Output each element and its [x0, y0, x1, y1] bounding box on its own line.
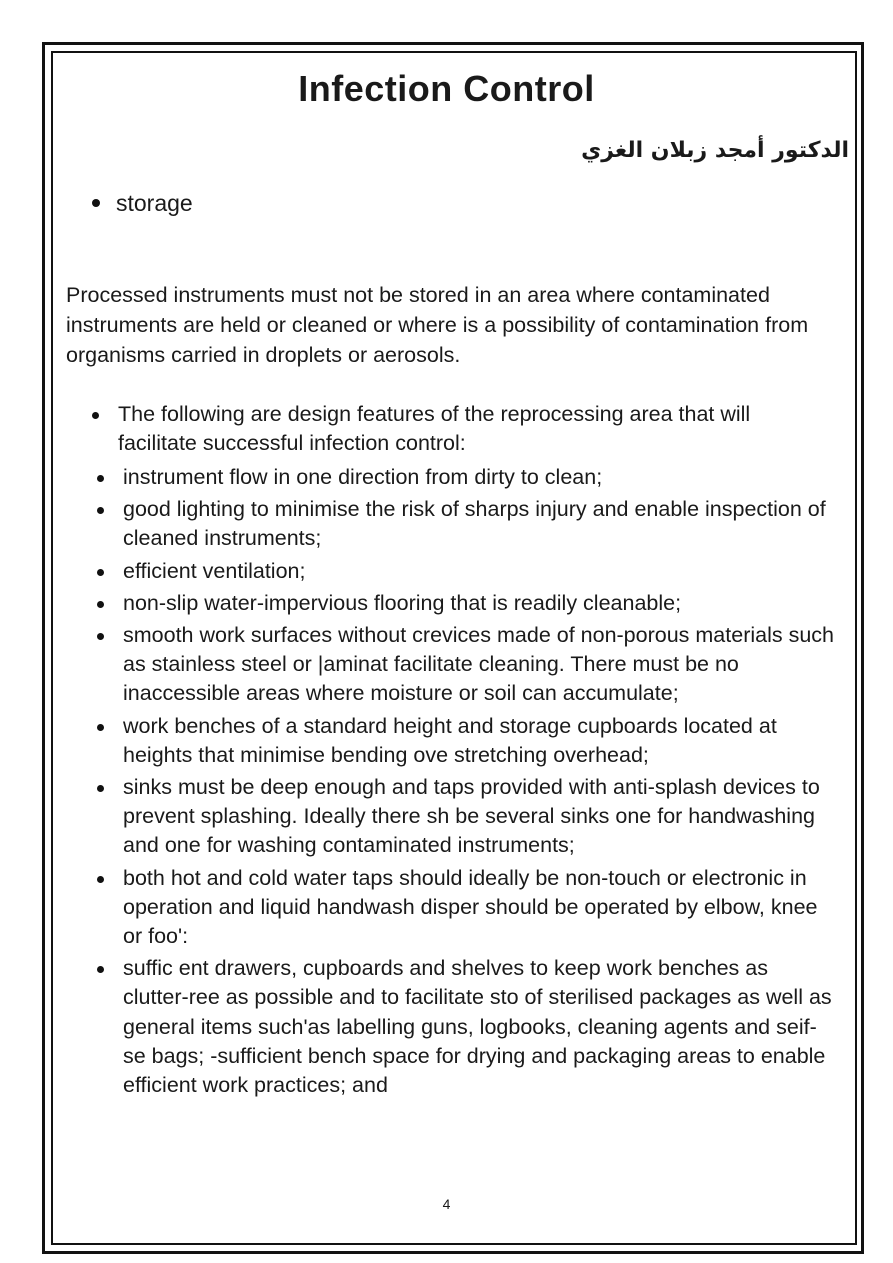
author-name: الدكتور أمجد زبلان الغزي — [581, 138, 849, 163]
list-item-text: non-slip water-impervious flooring that is readily cleanable; — [123, 590, 682, 615]
bullet-icon — [92, 412, 99, 419]
list-item — [97, 773, 839, 861]
bullet-icon — [97, 876, 104, 883]
list-item-text: good lighting to minimise the risk of sharps injury and enable inspection of cleaned instruments; — [123, 497, 826, 551]
bullet-icon — [97, 724, 104, 731]
document-title: Infection Control — [298, 68, 595, 109]
list-item-text: smooth work surfaces without crevices made of non-porous materials such as stainless steel or |aminat facilitate cleaning. There must be no inaccessible areas where moisture or soil can accumulate; — [123, 623, 835, 706]
bullet-icon — [97, 475, 104, 482]
list-item-text: both hot and cold water taps should ideally be non-touch or electronic in operation and liquid handwash disper should be operated by elbow, knee or foo': — [123, 865, 818, 949]
list-item — [97, 463, 839, 492]
list-item — [97, 712, 839, 770]
list-item — [97, 864, 839, 952]
intro-paragraph: Processed instruments must not be stored in an area where contaminated instruments are held or cleaned or where is a possibility of contamination from organisms carried in droplets or aerosols. — [66, 283, 809, 367]
list-item-text: efficient ventilation; — [123, 558, 306, 583]
bullet-icon — [97, 785, 104, 792]
list-item — [97, 495, 839, 553]
design-features-list — [97, 463, 839, 1103]
list-item — [97, 621, 839, 709]
lead-bullet — [92, 400, 832, 458]
bullet-icon — [97, 507, 104, 514]
list-item — [97, 557, 839, 586]
bullet-icon — [97, 569, 104, 576]
bullet-icon — [97, 601, 104, 608]
section-heading-text: storage — [116, 190, 193, 216]
bullet-icon — [97, 966, 104, 973]
bullet-icon — [92, 199, 100, 207]
bullet-icon — [97, 633, 104, 640]
list-item-text: suffic ent drawers, cupboards and shelves to keep work benches as clutter-ree as possible and to facilitate sto of sterilised packages as well as general items such'as labelling guns, logbooks, cleaning agents and seif-se bags; -sufficient bench space for drying and packaging areas to enable efficient work practices; and — [123, 956, 832, 1098]
list-item-text: instrument flow in one direction from dirty to clean; — [123, 465, 603, 489]
list-item-text: sinks must be deep enough and taps provided with anti-splash devices to prevent splashing. Ideally there sh be several sinks one for handwashing and one for washing contaminated instruments; — [123, 775, 820, 858]
page-number: 4 — [442, 1196, 451, 1212]
list-item — [97, 954, 839, 1100]
lead-bullet-text: The following are design features of the reprocessing area that will facilitate successful infection control: — [118, 402, 751, 455]
list-item-text: work benches of a standard height and storage cupboards located at heights that minimise bending ove stretching overhead; — [123, 713, 777, 767]
section-heading — [92, 190, 193, 217]
list-item — [97, 589, 839, 618]
